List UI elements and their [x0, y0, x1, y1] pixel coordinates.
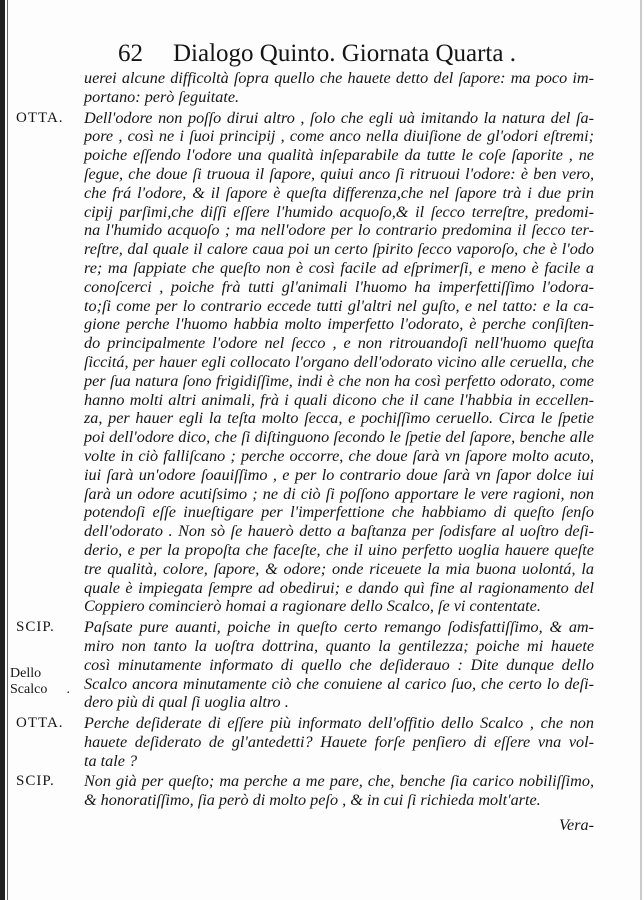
text-line	[84, 466, 594, 485]
text-line	[84, 184, 594, 203]
line-text: za, per hauer egli la teſta molto ſecca, e pochiſſimo ceruello. Circa le ſpetie	[84, 409, 594, 428]
line-text: ſiccitá, per hauer egli collocato l'organo dell'odorato vicino alle ceruella, che	[84, 352, 594, 371]
text-line	[84, 522, 594, 541]
text-line	[84, 240, 594, 259]
text-line	[16, 108, 594, 128]
line-text: iui ſarà un'odore ſoauiſſimo , e per lo contrario doue ſarà vn ſapor dolce iui	[84, 465, 594, 484]
text-line	[84, 88, 594, 107]
speaker-label: SCIP.	[16, 773, 55, 790]
line-text: Coppiero comincierò homai a ragionare dello Scalco, ſe vi contentate.	[84, 597, 541, 616]
line-text: do principalmente l'odore nel ſecco , e non ritrouandoſi nell'huomo queſta	[84, 334, 594, 353]
speaker-label: SCIP.	[16, 619, 55, 636]
text-line	[84, 485, 594, 504]
line-text: gione perche l'huomo habbia molto imperfetto l'odorato, è perche conſiſten-	[84, 315, 594, 334]
text-line	[16, 714, 594, 733]
page-right-edge	[640, 0, 642, 900]
text-line	[84, 297, 594, 316]
line-text: Vera-	[558, 816, 594, 835]
text-line	[84, 597, 594, 616]
line-text: Scalco ancora minutamente ciò che conuiene al carico ſuo, che certo lo deſi-	[84, 674, 594, 693]
line-text: portano: però ſeguitate.	[84, 87, 240, 106]
text-line	[84, 127, 594, 146]
text-line	[84, 693, 594, 712]
text-line	[84, 146, 594, 165]
running-title: Dialogo Quinto. Giornata Quarta .	[173, 40, 516, 67]
text-line	[84, 579, 594, 598]
text-line	[84, 637, 594, 656]
text-line	[84, 733, 594, 752]
line-text: dell'odorato . Non sò ſe hauerò detto a baſtanza per ſodisfare al uoſtro deſi-	[84, 522, 594, 541]
speaker-label: OTTA.	[16, 109, 64, 126]
line-text: derio, e per la propoſta che faceſte, che il uino perfetto uoglia hauere queſte	[84, 540, 594, 559]
text-line	[84, 334, 594, 353]
text-line	[84, 541, 594, 560]
text-line	[84, 372, 594, 391]
line-text: poi dell'odore dico, che ſi diſtinguono ſecondo le ſpetie del ſapore, benche alle	[84, 428, 594, 447]
line-text: hauete deſiderato de gl'antedetti? Hauete forſe penſiero di eſſere vna vol-	[84, 732, 594, 751]
text-line	[84, 752, 594, 771]
text-line	[84, 447, 594, 466]
text-line	[84, 791, 594, 810]
line-text: ſarà un odore acutiſsimo ; ne di ciò ſi poſſono apportare le vere ragioni, non	[84, 484, 594, 503]
text-line	[84, 259, 594, 278]
text-line	[84, 203, 594, 222]
line-text: così minutamente informato di quello che deſiderauo : Dite dunque dello	[84, 655, 594, 674]
line-text: ta tale ?	[84, 751, 138, 770]
margin-note	[10, 666, 70, 698]
line-text: Dell'odore non poſſo dirui altro , ſolo che egli uà imitando la natura del ſa-	[84, 108, 594, 127]
text-line	[84, 165, 594, 184]
line-text: ſegue, che doue ſi truoua il ſapore, quiui anco ſi ritruoui l'odore: è ben vero,	[84, 164, 594, 183]
line-text: che frá l'odore, & il ſapore è queſta differenza,che nel ſapore trà i due prin	[84, 183, 594, 202]
line-text: hanno molti altri animali, frà i quali dicono che il cane l'habbia in eccellen-	[84, 390, 594, 409]
text-line	[16, 772, 594, 791]
text-line	[84, 353, 594, 372]
page-number: 62	[118, 40, 143, 67]
line-text: Paſsate pure auanti, poiche in queſto certo remango ſodisfattiſſimo, & am-	[84, 618, 594, 637]
page-binding-line	[7, 0, 8, 900]
line-text: to;ſi come per lo contrario eccede tutti gl'altri nel guſto, e nel tatto: e la ca-	[84, 296, 594, 315]
line-text: cipij parſimi,che diſſi eſſere l'humido acquoſo,& il ſecco terreſtre, predomi-	[84, 202, 594, 221]
line-text: volte in ciò falliſcano ; perche occorre, che doue ſarà vn ſapore molto acuto,	[84, 446, 594, 465]
page-body-text	[10, 69, 594, 835]
line-text: na l'humido acquoſo ; ma nell'odore per lo contrario predomina il ſecco ter-	[84, 221, 594, 240]
line-text: tre qualità, colore, ſapore, & odore; onde riceuete la mia buona uolontá, la	[84, 559, 594, 578]
line-text: Non già per queſto; ma perche a me pare, che, benche ſia carico nobiliſſimo,	[84, 772, 594, 791]
line-text: quale è impiegata ſempre ad obedirui; e dando quì fine al ragionamento del	[84, 578, 594, 597]
text-line	[84, 560, 594, 579]
speaker-label: OTTA.	[16, 715, 64, 732]
text-line	[10, 665, 594, 697]
line-text: & honoratiſſimo, ſia però di molto peſo , & in cui ſi richieda molt'arte.	[84, 791, 541, 810]
text-line	[84, 428, 594, 447]
line-text: Perche deſiderate di eſſere più informato dell'offitio dello Scalco , che non	[84, 714, 594, 733]
margin-note-line: Dello	[10, 665, 42, 681]
text-line	[84, 69, 594, 88]
text-line	[84, 503, 594, 522]
text-line	[84, 391, 594, 410]
running-header	[118, 40, 516, 68]
line-text: poiche eſſendo l'odore una qualità inſeparabile da tutte le coſe ſaporite , ne	[84, 146, 594, 165]
text-line	[84, 656, 594, 675]
text-line	[84, 221, 594, 240]
line-text: re; ma ſappiate che queſto non è così facile ad eſprimerſi, e meno è facile a	[84, 258, 594, 277]
line-text: pore , così ne i ſuoi principij , come anco nella diuiſione de gl'odori eſtremi;	[84, 127, 594, 146]
line-text: potendoſi eſſe inueſtigare per l'imperfettione che habbiamo di queſto ſenſo	[84, 503, 594, 522]
text-line	[84, 409, 594, 428]
line-text: miro non tanto la uoſtra dottrina, quanto la gentilezza; poiche mi hauete	[84, 636, 594, 655]
catchword	[84, 816, 594, 835]
text-line	[16, 618, 594, 637]
line-text: conoſcerci , poiche frà tutti gl'animali l'huomo ha imperfettiſſimo l'odora-	[84, 277, 594, 296]
margin-note-line: Scalco .	[10, 681, 70, 697]
page-binding-edge	[0, 0, 5, 900]
text-line	[84, 278, 594, 297]
line-text: dero più di qual ſi uoglia altro .	[84, 693, 289, 712]
line-text: per ſua natura ſono frigidiſſime, indi è che non ha così perfetto odorato, come	[84, 371, 594, 390]
text-line	[84, 315, 594, 334]
line-text: uerei alcune difficoltà ſopra quello che hauete detto del ſapore: ma poco im-	[84, 69, 594, 87]
line-text: reſtre, dal quale il calore caua poi un certo ſpirito ſecco vaporoſo, che è l'odo	[84, 240, 594, 259]
